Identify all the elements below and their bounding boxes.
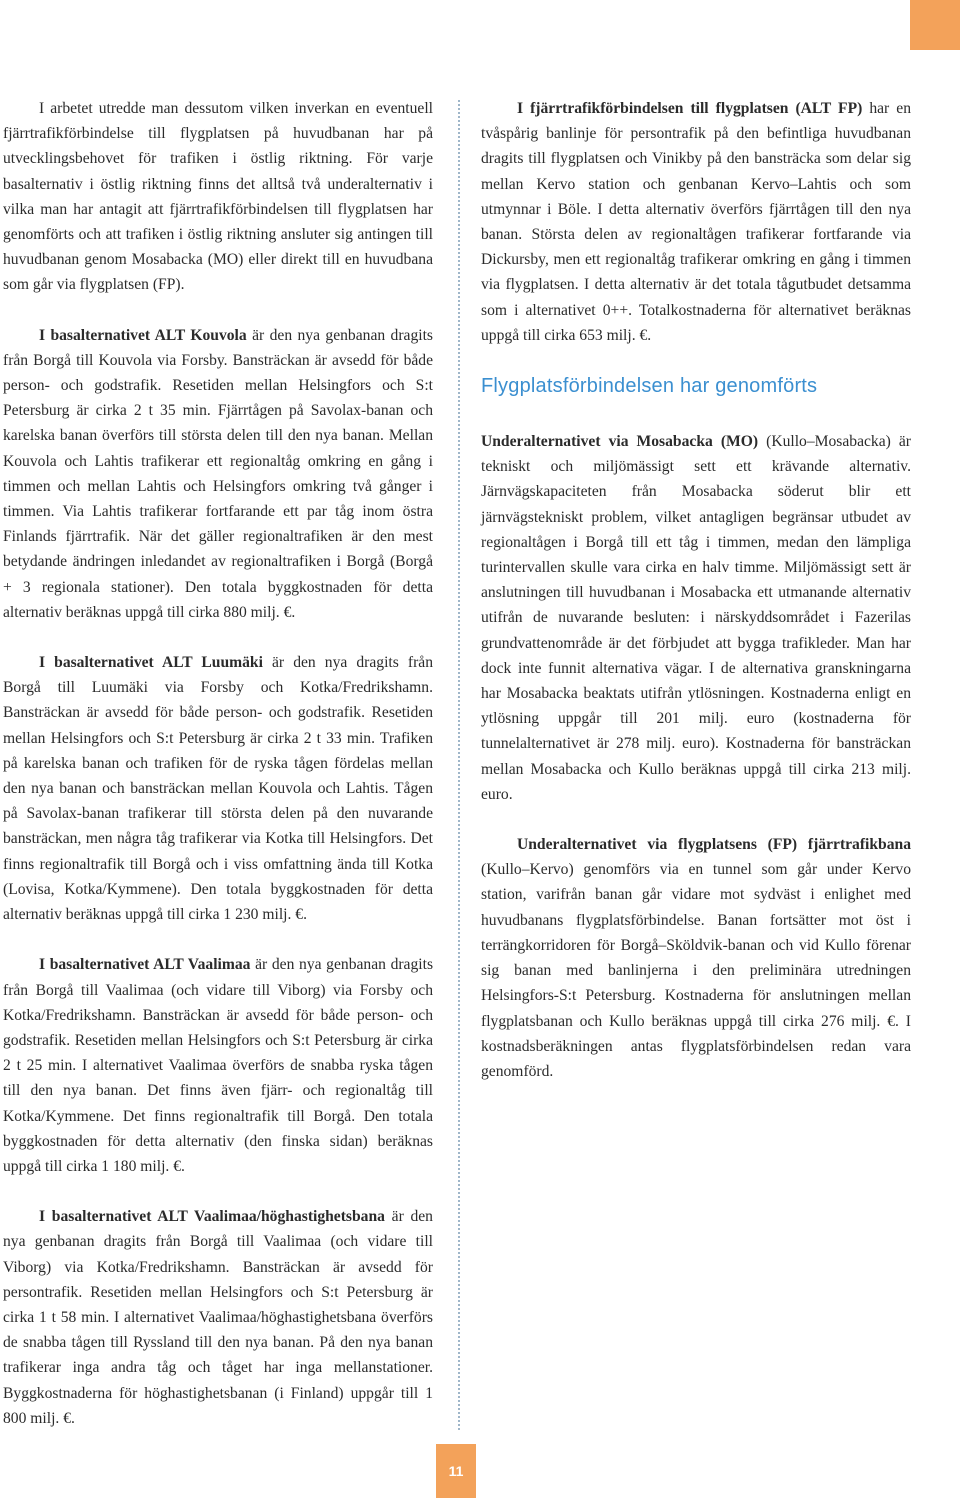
fp-paragraph xyxy=(481,96,911,348)
fp-text: har en tvåspårig banlinje för persontrafik på den befintliga huvudbanan dragits till flygplatsen och Vinikby på den bansträcka som delar sig mellan Kervo station och genbanan Kervo–Lahtis och som utmynnar i Böle. I detta alternativ överförs fjärrtågen till den nya banan. Största delen av regionaltågen trafikerar fortfarande via Dickursby, men ett regionaltåg trafikerar omkring en gång i timmen via flygplatsen. I detta alternativ är det totala tågutbudet detsamma som i alternativet 0++. Totalkostnaderna för alternativet beräknas uppgå till cirka 653 milj. €. xyxy=(481,100,911,344)
luumaki-paragraph xyxy=(3,650,433,927)
mosabacka-paragraph xyxy=(481,429,911,807)
intro-paragraph xyxy=(3,96,433,298)
section-heading: Flygplatsförbindelsen har genomförts xyxy=(481,375,818,398)
fp-heading: I fjärrtrafikförbindelsen till flygplatsen (ALT FP) xyxy=(517,100,863,117)
luumaki-heading: I basalternativet ALT Luumäki xyxy=(39,654,263,672)
right-column xyxy=(481,96,911,1109)
highspeed-text: är den nya genbanan dragits från Borgå till Vaalimaa (och vidare till Viborg) via Kotka/Fredrikshamn. Bansträckan är avsedd för persontrafik. Resetiden mellan Helsingfors och S:t Petersburg är cirka 1 t 58 min. I alternativet Vaalimaa/höghastighetsbana överförs de snabba tågen till Ryssland till den nya banan. På den nya banan trafikerar inga andra tåg och tåget har inga mellanstationer. Byggkostnaderna för höghastighetsbanan (i Finland) uppgår till 1 800 milj. €. xyxy=(3,1208,433,1427)
luumaki-text: är den nya dragits från Borgå till Luumäki via Forsby och Kotka/Fredrikshamn. Bansträckan är avsedd för både person- och godstrafik. Resetiden mellan Helsingfors och S:t Petersburg är cirka 2 t 33 min. Trafiken på karelska banan och trafiken för de ryska tågen fördelas mellan den nya banan och bansträckan mellan Kouvola och Lahtis. Tågen på Savolax-banan trafikerar till största delen på den nuvarande bansträckan, men några tåg trafikerar via Kotka till Helsingfors. Det finns regionaltrafik till Borgå och i viss omfattning ända till Kotka (Lovisa, Kotka/Kymmene). Den totala byggkostnaden för detta alternativ beräknas uppgå till cirka 1 230 milj. €. xyxy=(3,654,433,924)
mosabacka-text: (Kullo–Mosabacka) är tekniskt och miljömässigt sett ett krävande alternativ. Järnvägskapaciteten från Mosabacka söderut blir ett järnvägstekniskt problem, vilket antagligen begränsar utbudet av regionaltågen i Borgå till ett tåg i timmen, medan den lämpliga turintervallen skulle vara cirka en halv timme. Miljömässigt sett är anslutningen till huvudbanan i Mosabacka ett utmanande alternativ utifrån de nuvarande besluten: i närskyddsområdet i Fazerilas grundvattenområde är det förbjudet att bygga trafikleder. Man har dock inte funnit alternativa vägar. I de alternativa granskningarna har Mosabacka beaktats utifrån ytlösningen. Kostnaderna enligt en ytlösning uppgår till 201 milj. euro (kostnaderna för tunnelalternativet är 278 milj. euro). Kostnaderna för bansträckan mellan Mosabacka och Kullo beräknas uppgå till cirka 213 milj. euro. xyxy=(481,433,912,803)
column-divider xyxy=(458,100,460,1430)
kouvola-heading: I basalternativet ALT Kouvola xyxy=(39,326,247,344)
highspeed-heading: I basalternativet ALT Vaalimaa/höghastighetsbana xyxy=(39,1208,385,1226)
vaalimaa-paragraph xyxy=(3,952,433,1179)
page-number: 11 xyxy=(448,1463,464,1479)
left-column xyxy=(3,96,433,1456)
highspeed-paragraph xyxy=(3,1204,433,1431)
intro-text: I arbetet utredde man dessutom vilken inverkan en eventuell fjärrtrafikförbindelse till flygplatsen på huvudbanan har på utvecklingsbehovet för trafiken i östlig riktning. För varje basalternativ i östlig riktning finns det alltså två underalternativ i vilka man har antagit att fjärrtrafikförbindelsen till flygplatsen har genomförts och att trafiken i östlig riktning ansluter sig antingen till huvudbanan genom Mosabacka (MO) eller direkt till en huvudbana som går via flygplatsen (FP). xyxy=(3,100,433,294)
airport-track-heading: Underalternativet via flygplatsens (FP) fjärrtrafikbana xyxy=(517,836,911,854)
corner-color-tab xyxy=(910,0,960,50)
vaalimaa-text: är den nya genbanan dragits från Borgå till Vaalimaa (och vidare till Viborg) via Forsby och Kotka/Fredrikshamn. Bansträckan är avsedd för både person- och godstrafik. Resetiden mellan Helsingfors och S:t Petersburg är cirka 2 t 25 min. I alternativet Vaalimaa överförs de snabba ryska tågen till den nya banan. Det finns även fjärr- och regionaltåg till Kotka/Kymmene. Det finns regionaltrafik till Borgå. Den totala byggkostnaden för detta alternativ (den finska sidan) beräknas uppgå till cirka 1 180 milj. €. xyxy=(3,956,434,1175)
vaalimaa-heading: I basalternativet ALT Vaalimaa xyxy=(39,956,251,974)
page-number-box xyxy=(436,1444,476,1498)
airport-track-text: (Kullo–Kervo) genomförs via en tunnel som går under Kervo station, varifrån banan går vidare mot sydväst i enlighet med huvudbanans flygplatsförbindelse. Banan fortsätter mot öst i terrängkorridoren för Borgå–Sköldvik-banan och vid Kullo förenar sig banan med banlinjerna i den preliminära utredningen Helsingfors-S:t Petersburg. Kostnaderna för anslutningen mellan flygplatsbanan och Kullo beräknas uppgå till cirka 276 milj. €. I kostnadsberäkningen antas flygplatsförbindelsen redan vara genomförd. xyxy=(481,861,911,1080)
mosabacka-heading: Underalternativet via Mosabacka (MO) xyxy=(481,433,759,451)
kouvola-text: är den nya genbanan dragits från Borgå till Kouvola via Forsby. Bansträckan är avsedd för både person- och godstrafik. Resetiden mellan Helsingfors och S:t Petersburg är cirka 2 t 35 min. Fjärrtågen på Savolax-banan och karelska banan överförs till största delen till den nya banan. Mellan Kouvola och Lahtis trafikerar ett regionaltåg omkring en gång i timmen och mellan Lahtis och Helsingfors omkring två gånger i timmen. Via Lahtis trafikerar fortfarande ett par tåg inom östra Finlands fjärrtrafik. När det gäller regionaltrafiken är den mest betydande ändringen inledandet av regionaltrafiken i Borgå (Borgå + 3 regionala stationer). Den totala byggkostnaden för detta alternativ beräknas uppgå till cirka 880 milj. €. xyxy=(3,326,434,621)
airport-track-paragraph xyxy=(481,832,911,1084)
kouvola-paragraph xyxy=(3,323,433,625)
